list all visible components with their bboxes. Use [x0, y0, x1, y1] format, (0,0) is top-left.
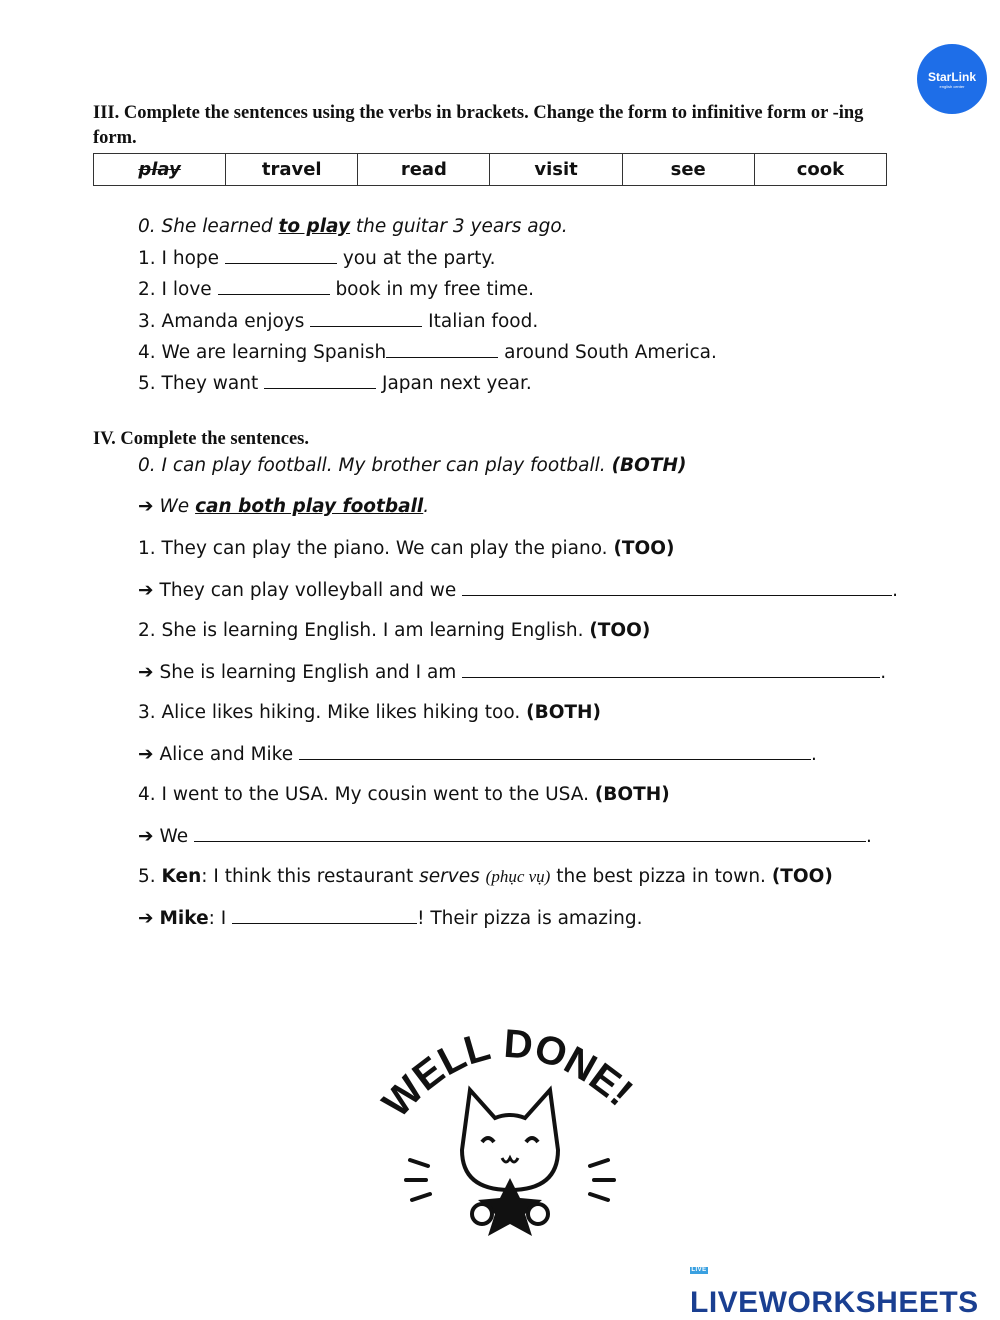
exercise4-example-prompt: 0. I can play football. My brother can play football. (BOTH) — [138, 455, 687, 476]
exercise4-item-1-prompt: 1. They can play the piano. We can play the piano. (TOO) — [138, 538, 675, 559]
arrow-icon: ➔ — [138, 826, 154, 847]
example-answer: to play — [278, 216, 351, 237]
exercise4-item-4-prompt: 4. I went to the USA. My cousin went to the USA. (BOTH) — [138, 784, 670, 805]
exercise3-item-5: 5. They want Japan next year. — [138, 373, 532, 394]
verb-cell — [94, 154, 226, 186]
brand-logo — [917, 44, 987, 114]
verb-cell: visit — [490, 154, 622, 186]
answer-blank[interactable] — [462, 661, 880, 678]
verb-box — [93, 153, 887, 186]
example-answer: can both play football — [195, 496, 424, 517]
answer-blank[interactable] — [264, 372, 376, 389]
answer-blank[interactable] — [218, 278, 330, 295]
arrow-icon: ➔ — [138, 580, 154, 601]
section-3-title-line2: form. — [93, 128, 137, 148]
answer-blank[interactable] — [310, 310, 422, 327]
well-done-text: WELL DONE! — [374, 1021, 641, 1126]
exercise4-item-3-answer: ➔ Alice and Mike . — [138, 744, 817, 765]
answer-blank[interactable] — [462, 579, 892, 596]
exercise4-item-5-prompt: 5. Ken: I think this restaurant serves (phục vụ) the best pizza in town. (TOO) — [138, 866, 833, 887]
section-4-title: IV. Complete the sentences. — [93, 429, 309, 449]
exercise4-example-answer: ➔ We can both play football. — [138, 496, 430, 517]
exercise4-item-2-answer: ➔ She is learning English and I am . — [138, 662, 887, 683]
cat-icon — [370, 1010, 650, 1250]
verb-cell: travel — [226, 154, 358, 186]
well-done-illustration — [370, 1010, 650, 1250]
svg-text:WELL DONE! — [374, 1022, 640, 1126]
liveworksheets-logo — [690, 1252, 1000, 1320]
section-3-title-line1: III. Complete the sentences using the verbs in brackets. Change the form to infinitive form or -ing — [93, 103, 864, 123]
exercise3-item-4: 4. We are learning Spanish around South America. — [138, 342, 717, 363]
exercise3-item-3: 3. Amanda enjoys Italian food. — [138, 311, 539, 332]
arrow-icon: ➔ — [138, 662, 154, 683]
live-badge: LIVE — [691, 1266, 707, 1273]
answer-blank[interactable] — [225, 247, 337, 264]
brand-logo-text: StarLink — [927, 69, 976, 84]
exercise4-item-1-answer: ➔ They can play volleyball and we . — [138, 580, 899, 601]
section-3-title — [93, 101, 923, 151]
exercise4-item-3-prompt: 3. Alice likes hiking. Mike likes hiking too. (BOTH) — [138, 702, 601, 723]
exercise3-item-2: 2. I love book in my free time. — [138, 279, 535, 300]
brand-logo-sub: english center — [939, 83, 965, 89]
arrow-icon: ➔ — [138, 496, 154, 517]
answer-blank[interactable] — [232, 907, 417, 924]
answer-blank[interactable] — [194, 825, 866, 842]
exercise4-item-5-answer: ➔ Mike: I ! Their pizza is amazing. — [138, 908, 643, 929]
exercise3-item-1: 1. I hope you at the party. — [138, 248, 496, 269]
exercise3-example: 0. She learned to play the guitar 3 years ago. — [138, 216, 568, 237]
arrow-icon: ➔ — [138, 908, 154, 929]
verb-cell: see — [622, 154, 754, 186]
answer-blank[interactable] — [386, 341, 498, 358]
exercise4-item-2-prompt: 2. She is learning English. I am learning English. (TOO) — [138, 620, 651, 641]
verb-cell: cook — [754, 154, 886, 186]
arrow-icon: ➔ — [138, 744, 154, 765]
answer-blank[interactable] — [299, 743, 811, 760]
verb-play-crossed: play — [138, 159, 181, 180]
verb-cell: read — [358, 154, 490, 186]
liveworksheets-text: LIVEWORKSHEETS — [690, 1286, 979, 1319]
exercise4-item-4-answer: ➔ We . — [138, 826, 872, 847]
